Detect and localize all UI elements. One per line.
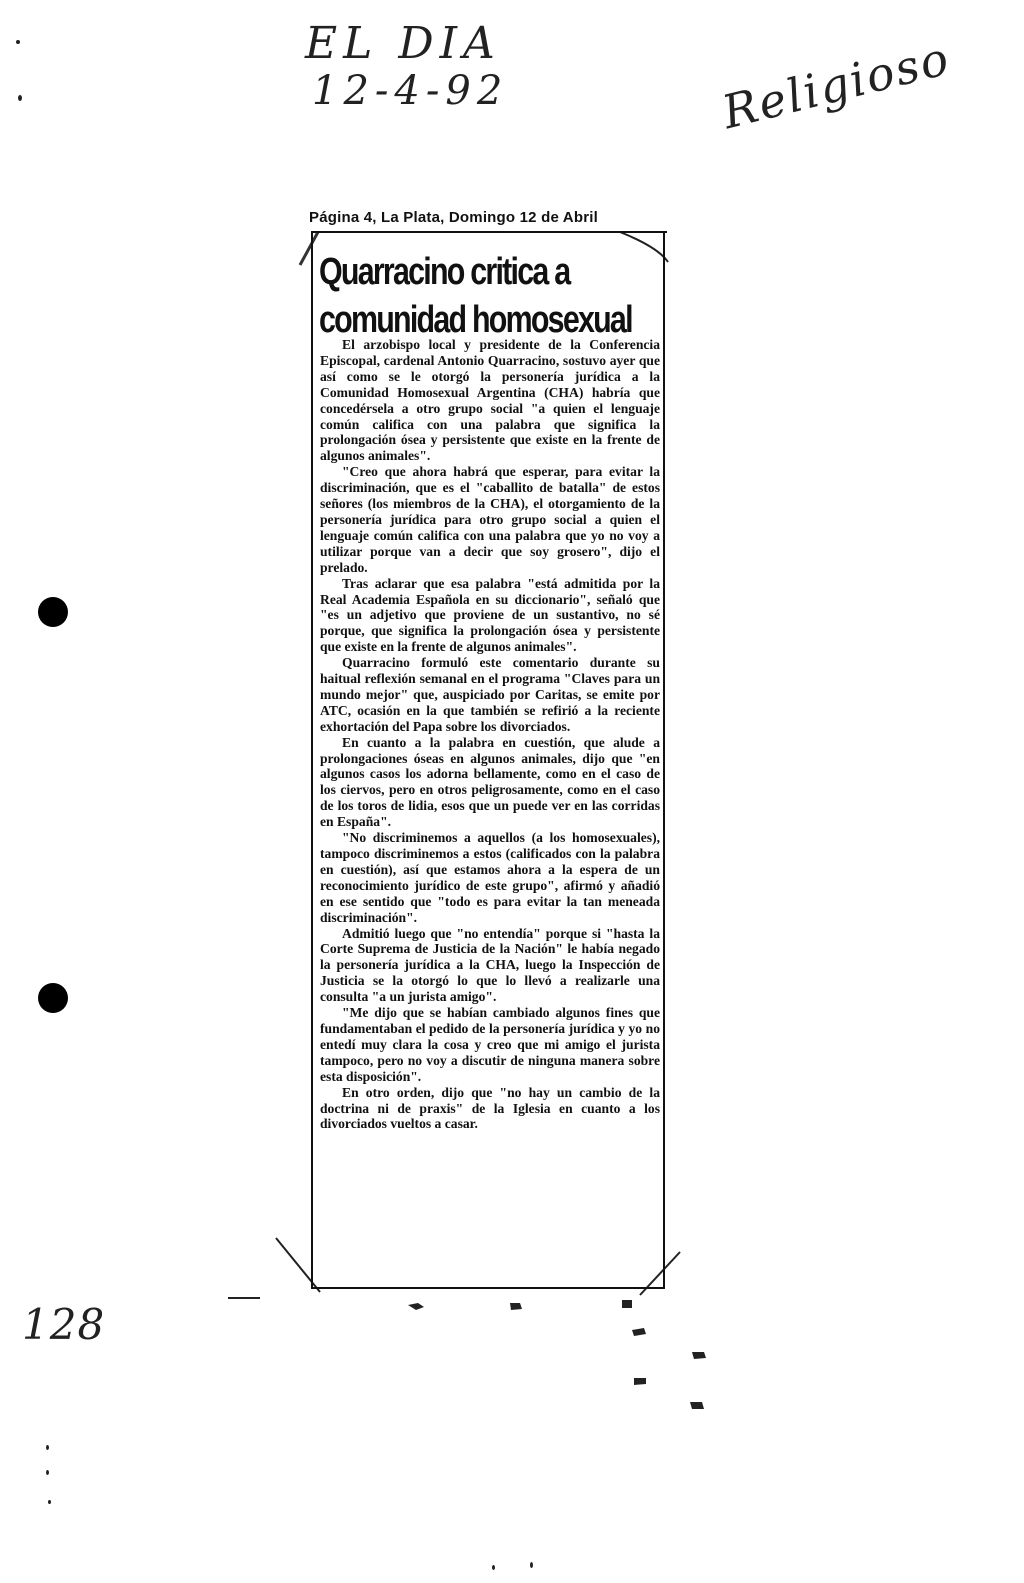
article-paragraph: El arzobispo local y presidente de la Conferencia Episcopal, cardenal Antonio Quarracino, sostuvo ayer que así como se le otorgó la personería jurídica a la Comunidad Homosexual Argentina (CHA) habría que concedérsela a otro grupo social "a quien el lenguaje común califica con una palabra que significa la prolongación ósea y persistente que existe en la frente de algunos animales".: [320, 337, 660, 464]
article-headline: [319, 248, 632, 344]
article-paragraph: Quarracino formuló este comentario durante su haitual reflexión semanal en el programa "Claves para un mundo mejor" que, auspiciado por Caritas, se emite por ATC, ocasión en la que también se refirió a la reciente exhortación del Papa sobre los divorciados.: [320, 655, 660, 734]
headline-line-1: Quarracino critica a: [319, 251, 570, 293]
headline-line-2: comunidad homosexual: [319, 299, 632, 341]
handwritten-date: 12-4-92: [312, 68, 509, 114]
article-paragraph: En cuanto a la palabra en cuestión, que alude a prolongaciones óseas en algunos animales, dijo que "en algunos casos los adorna bellamente, como en el caso de los ciervos, pero en otros peligrosamente, como en el caso de los toros de lidia, esos que un puede ver en las corridas en España".: [320, 734, 660, 830]
newspaper-clipping: [303, 200, 667, 1300]
page-dateline: Página 4, La Plata, Domingo 12 de Abril: [309, 209, 598, 226]
handwritten-folio-number: 128: [22, 1300, 106, 1349]
article-paragraph: Tras aclarar que esa palabra "está admitida por la Real Academia Española en su diccionario", señaló que "es un adjetivo que proviene de un sustantivo, no sé porque, que significa la prolongación ósea y persistente que existe en la frente de algunos animales".: [320, 575, 660, 655]
article-body: [320, 337, 660, 1132]
article-paragraph: Admitió luego que "no entendía" porque si "hasta la Corte Suprema de Justicia de la Nación" le había negado la personería jurídica a la CHA, luego la Inspección de Justicia se la otorgó lo que lo llevó a realizarle una consulta "a un jurista amigo".: [320, 925, 660, 1005]
handwritten-topic: Religioso: [716, 30, 956, 140]
column-left-border: [311, 233, 313, 1288]
handwritten-newspaper-name: EL DIA: [305, 18, 501, 69]
column-top-rule: [311, 231, 667, 233]
article-paragraph: "Creo que ahora habrá que esperar, para evitar la discriminación, que es el "caballito de batalla" de estos señores (los miembros de la CHA), el otorgamiento de la personería jurídica para otro grupo social a quien el lenguaje común califica con una palabra que yo no voy a utilizar porque van a decir que soy grosero", dijo el prelado.: [320, 464, 660, 575]
article-paragraph: "Me dijo que se habían cambiado algunos fines que fundamentaban el pedido de la personería jurídica y yo no entedí muy clara la cosa y creo que mi amigo el jurista tampoco, pero no voy a discutir de ninguna manera sobre esta disposición".: [320, 1005, 660, 1084]
column-right-border: [663, 233, 665, 1288]
article-paragraph: En otro orden, dijo que "no hay un cambio de la doctrina ni de praxis" de la Iglesia en cuanto a los divorciados vueltos a casar.: [320, 1084, 660, 1132]
column-bottom-rule: [311, 1287, 665, 1289]
article-paragraph: "No discriminemos a aquellos (a los homosexuales), tampoco discriminemos a estos (calificados con la palabra en cuestión), así que estamos ahora a la espera de un reconocimiento jurídico de este grupo", afirmó y añadió en ese sentido que "todo es para evitar la tan meneada discriminación".: [320, 830, 660, 925]
